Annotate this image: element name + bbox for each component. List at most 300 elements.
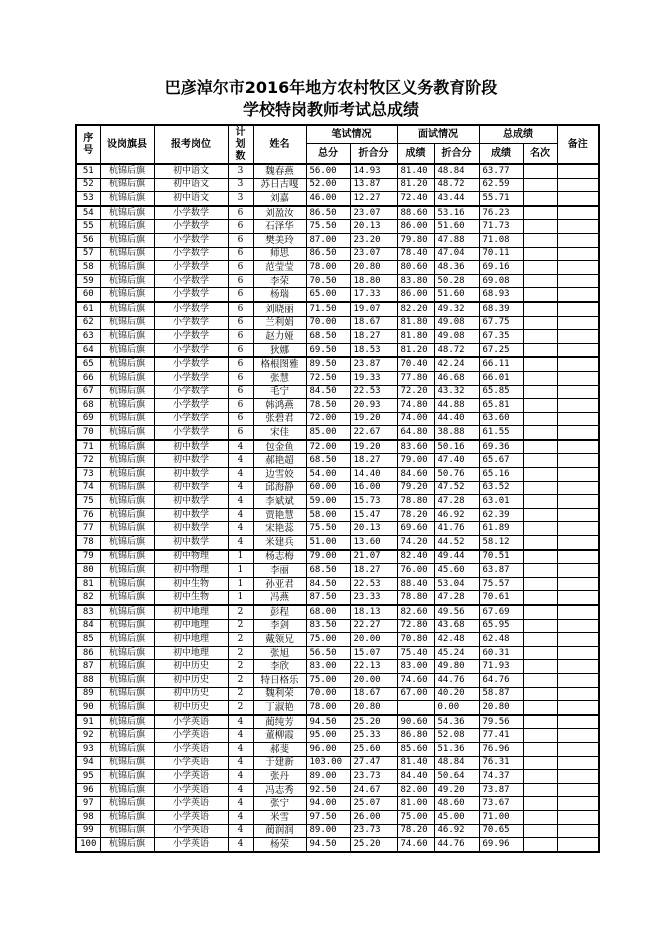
- cell-total-score: 69.36: [479, 440, 523, 454]
- cell-written-conv: 20.13: [350, 522, 397, 536]
- cell-written-total: 69.50: [306, 343, 350, 357]
- cell-post: 小学数学: [154, 288, 228, 302]
- cell-rank: [523, 522, 557, 536]
- table-row: [76, 357, 599, 371]
- cell-plan: 2: [228, 687, 253, 701]
- cell-county: 杭锦后旗: [100, 742, 154, 756]
- cell-interview-score: 82.60: [397, 605, 434, 619]
- cell-interview-conv: 49.08: [434, 316, 479, 330]
- cell-written-total: 84.50: [306, 385, 350, 399]
- cell-rank: [523, 591, 557, 605]
- cell-written-conv: 15.73: [350, 495, 397, 509]
- cell-written-conv: 18.67: [350, 687, 397, 701]
- cell-post: 初中历史: [154, 660, 228, 674]
- cell-total-score: 74.37: [479, 770, 523, 784]
- header-remark: 备注: [557, 125, 599, 164]
- cell-rank: [523, 673, 557, 687]
- cell-remark: [557, 468, 599, 482]
- table-row: [76, 178, 599, 192]
- cell-rank: [523, 577, 557, 591]
- cell-name: 董柳霞: [253, 729, 306, 743]
- cell-seq: 86: [76, 646, 100, 660]
- cell-post: 初中数学: [154, 495, 228, 509]
- cell-interview-score: 88.60: [397, 206, 434, 220]
- cell-rank: [523, 426, 557, 440]
- cell-remark: [557, 385, 599, 399]
- cell-written-conv: 20.13: [350, 220, 397, 234]
- cell-rank: [523, 343, 557, 357]
- cell-remark: [557, 164, 599, 178]
- cell-rank: [523, 838, 557, 852]
- cell-plan: 4: [228, 742, 253, 756]
- cell-plan: 4: [228, 756, 253, 770]
- cell-written-conv: 25.33: [350, 729, 397, 743]
- cell-interview-conv: 48.60: [434, 797, 479, 811]
- cell-rank: [523, 715, 557, 729]
- cell-rank: [523, 550, 557, 564]
- table-row: [76, 454, 599, 468]
- cell-written-total: 58.00: [306, 508, 350, 522]
- cell-seq: 92: [76, 729, 100, 743]
- cell-total-score: 76.31: [479, 756, 523, 770]
- table-row: [76, 564, 599, 578]
- cell-county: 杭锦后旗: [100, 412, 154, 426]
- cell-seq: 90: [76, 701, 100, 715]
- cell-rank: [523, 633, 557, 647]
- cell-rank: [523, 371, 557, 385]
- cell-rank: [523, 412, 557, 426]
- cell-rank: [523, 619, 557, 633]
- document-title-line1: 巴彦淖尔市2016年地方农村牧区义务教育阶段: [164, 78, 498, 97]
- table-row: [76, 783, 599, 797]
- cell-interview-score: 82.20: [397, 302, 434, 316]
- cell-plan: 4: [228, 522, 253, 536]
- cell-written-total: 89.00: [306, 824, 350, 838]
- cell-interview-conv: 48.72: [434, 178, 479, 192]
- cell-remark: [557, 550, 599, 564]
- cell-post: 初中历史: [154, 687, 228, 701]
- table-row: [76, 838, 599, 852]
- table-row: [76, 673, 599, 687]
- cell-total-score: 73.87: [479, 783, 523, 797]
- cell-remark: [557, 522, 599, 536]
- cell-rank: [523, 756, 557, 770]
- cell-post: 小学数学: [154, 206, 228, 220]
- cell-post: 小学英语: [154, 756, 228, 770]
- cell-seq: 60: [76, 288, 100, 302]
- cell-post: 初中历史: [154, 673, 228, 687]
- cell-county: 杭锦后旗: [100, 164, 154, 178]
- table-row: [76, 385, 599, 399]
- cell-remark: [557, 646, 599, 660]
- table-row: [76, 687, 599, 701]
- cell-interview-conv: 51.60: [434, 288, 479, 302]
- table-header: [76, 125, 599, 164]
- cell-remark: [557, 577, 599, 591]
- cell-name: 贾艳慧: [253, 508, 306, 522]
- cell-interview-score: 83.80: [397, 274, 434, 288]
- cell-name: 郝艳超: [253, 454, 306, 468]
- cell-total-score: 69.08: [479, 274, 523, 288]
- cell-interview-conv: 47.88: [434, 233, 479, 247]
- cell-total-score: 75.57: [479, 577, 523, 591]
- table-row: [76, 371, 599, 385]
- table-row: [76, 577, 599, 591]
- table-row: [76, 797, 599, 811]
- cell-name: 刘嘉: [253, 192, 306, 206]
- table-row: [76, 440, 599, 454]
- cell-written-conv: 22.53: [350, 577, 397, 591]
- cell-county: 杭锦后旗: [100, 316, 154, 330]
- cell-written-conv: 13.87: [350, 178, 397, 192]
- cell-name: 格根图雅: [253, 357, 306, 371]
- cell-total-score: 67.25: [479, 343, 523, 357]
- table-row: [76, 550, 599, 564]
- cell-remark: [557, 633, 599, 647]
- cell-post: 初中数学: [154, 536, 228, 550]
- cell-remark: [557, 233, 599, 247]
- cell-plan: 4: [228, 715, 253, 729]
- cell-post: 小学英语: [154, 715, 228, 729]
- cell-plan: 2: [228, 660, 253, 674]
- cell-plan: 6: [228, 426, 253, 440]
- cell-written-total: 94.50: [306, 715, 350, 729]
- cell-total-score: 63.52: [479, 481, 523, 495]
- cell-written-conv: 18.27: [350, 330, 397, 344]
- cell-interview-score: 75.40: [397, 646, 434, 660]
- cell-plan: 6: [228, 357, 253, 371]
- cell-total-score: 67.75: [479, 316, 523, 330]
- cell-remark: [557, 412, 599, 426]
- cell-post: 小学英语: [154, 729, 228, 743]
- cell-seq: 56: [76, 233, 100, 247]
- cell-written-total: 89.50: [306, 357, 350, 371]
- cell-plan: 6: [228, 385, 253, 399]
- cell-plan: 2: [228, 646, 253, 660]
- table-row: [76, 343, 599, 357]
- cell-seq: 69: [76, 412, 100, 426]
- cell-interview-score: 70.40: [397, 357, 434, 371]
- cell-remark: [557, 220, 599, 234]
- cell-rank: [523, 302, 557, 316]
- cell-written-total: 86.50: [306, 247, 350, 261]
- cell-post: 初中物理: [154, 564, 228, 578]
- cell-interview-conv: 49.56: [434, 605, 479, 619]
- cell-rank: [523, 274, 557, 288]
- cell-written-conv: 19.07: [350, 302, 397, 316]
- cell-post: 小学英语: [154, 783, 228, 797]
- cell-rank: [523, 316, 557, 330]
- cell-remark: [557, 715, 599, 729]
- cell-post: 小学数学: [154, 220, 228, 234]
- cell-county: 杭锦后旗: [100, 591, 154, 605]
- cell-interview-score: 74.60: [397, 673, 434, 687]
- cell-plan: 4: [228, 481, 253, 495]
- cell-rank: [523, 178, 557, 192]
- cell-interview-score: 76.00: [397, 564, 434, 578]
- cell-name: 苏日古嘎: [253, 178, 306, 192]
- cell-written-conv: 22.13: [350, 660, 397, 674]
- cell-written-total: 83.00: [306, 660, 350, 674]
- cell-interview-conv: 46.68: [434, 371, 479, 385]
- cell-rank: [523, 687, 557, 701]
- cell-written-conv: 20.93: [350, 399, 397, 413]
- cell-plan: 4: [228, 797, 253, 811]
- cell-post: 初中生物: [154, 591, 228, 605]
- cell-written-total: 68.50: [306, 454, 350, 468]
- cell-remark: [557, 536, 599, 550]
- cell-interview-conv: 46.92: [434, 508, 479, 522]
- cell-written-conv: 26.00: [350, 810, 397, 824]
- cell-seq: 96: [76, 783, 100, 797]
- cell-rank: [523, 261, 557, 275]
- table-row: [76, 468, 599, 482]
- cell-post: 小学数学: [154, 247, 228, 261]
- cell-interview-score: 78.20: [397, 824, 434, 838]
- cell-written-total: 68.50: [306, 564, 350, 578]
- cell-interview-score: 82.00: [397, 783, 434, 797]
- cell-remark: [557, 206, 599, 220]
- cell-total-score: 65.16: [479, 468, 523, 482]
- cell-name: 范莹莹: [253, 261, 306, 275]
- cell-rank: [523, 810, 557, 824]
- cell-interview-conv: 51.36: [434, 742, 479, 756]
- cell-name: 毛宁: [253, 385, 306, 399]
- cell-post: 初中数学: [154, 440, 228, 454]
- cell-written-total: 68.50: [306, 330, 350, 344]
- cell-seq: 72: [76, 454, 100, 468]
- cell-county: 杭锦后旗: [100, 220, 154, 234]
- table-row: [76, 715, 599, 729]
- cell-total-score: 63.77: [479, 164, 523, 178]
- cell-total-score: 63.60: [479, 412, 523, 426]
- cell-name: 石泽华: [253, 220, 306, 234]
- table-row: [76, 233, 599, 247]
- cell-name: 张旭: [253, 646, 306, 660]
- cell-written-conv: 18.53: [350, 343, 397, 357]
- cell-interview-conv: 49.80: [434, 660, 479, 674]
- cell-name: 蔺纯芳: [253, 715, 306, 729]
- cell-total-score: 58.87: [479, 687, 523, 701]
- table-row: [76, 756, 599, 770]
- cell-written-total: 79.00: [306, 550, 350, 564]
- cell-seq: 82: [76, 591, 100, 605]
- cell-name: 张碧君: [253, 412, 306, 426]
- cell-post: 初中数学: [154, 508, 228, 522]
- cell-remark: [557, 330, 599, 344]
- cell-rank: [523, 247, 557, 261]
- cell-post: 初中数学: [154, 481, 228, 495]
- cell-interview-score: 72.40: [397, 192, 434, 206]
- table-row: [76, 247, 599, 261]
- cell-remark: [557, 564, 599, 578]
- cell-post: 小学英语: [154, 810, 228, 824]
- cell-name: 米建兵: [253, 536, 306, 550]
- cell-rank: [523, 399, 557, 413]
- cell-written-total: 71.50: [306, 302, 350, 316]
- cell-seq: 58: [76, 261, 100, 275]
- document-title-line2: 学校特岗教师考试总成绩: [242, 100, 419, 119]
- cell-total-score: 69.96: [479, 838, 523, 852]
- cell-county: 杭锦后旗: [100, 233, 154, 247]
- cell-post: 初中数学: [154, 468, 228, 482]
- cell-county: 杭锦后旗: [100, 371, 154, 385]
- cell-written-total: 60.00: [306, 481, 350, 495]
- cell-seq: 78: [76, 536, 100, 550]
- cell-written-conv: 20.00: [350, 673, 397, 687]
- cell-seq: 95: [76, 770, 100, 784]
- cell-total-score: 61.89: [479, 522, 523, 536]
- cell-plan: 4: [228, 838, 253, 852]
- cell-interview-conv: 50.64: [434, 770, 479, 784]
- cell-rank: [523, 701, 557, 715]
- cell-written-conv: 27.47: [350, 756, 397, 770]
- cell-plan: 6: [228, 302, 253, 316]
- cell-plan: 6: [228, 206, 253, 220]
- cell-interview-conv: 49.32: [434, 302, 479, 316]
- cell-total-score: 67.35: [479, 330, 523, 344]
- cell-seq: 94: [76, 756, 100, 770]
- cell-written-total: 92.50: [306, 783, 350, 797]
- cell-written-total: 52.00: [306, 178, 350, 192]
- header-post: 报考岗位: [154, 125, 228, 164]
- cell-remark: [557, 426, 599, 440]
- cell-county: 杭锦后旗: [100, 399, 154, 413]
- cell-county: 杭锦后旗: [100, 550, 154, 564]
- cell-total-score: 20.80: [479, 701, 523, 715]
- cell-interview-score: 72.80: [397, 619, 434, 633]
- cell-post: 初中物理: [154, 550, 228, 564]
- cell-rank: [523, 288, 557, 302]
- cell-post: 初中数学: [154, 522, 228, 536]
- cell-interview-score: 70.80: [397, 633, 434, 647]
- table-row: [76, 288, 599, 302]
- cell-plan: 4: [228, 495, 253, 509]
- cell-county: 杭锦后旗: [100, 261, 154, 275]
- cell-written-conv: 13.60: [350, 536, 397, 550]
- cell-interview-conv: 43.44: [434, 192, 479, 206]
- header-rank: 名次: [523, 144, 557, 165]
- cell-post: 小学数学: [154, 261, 228, 275]
- cell-seq: 71: [76, 440, 100, 454]
- cell-interview-conv: 47.28: [434, 495, 479, 509]
- cell-written-total: 87.00: [306, 233, 350, 247]
- header-name: 姓名: [253, 125, 306, 164]
- cell-interview-score: 78.40: [397, 247, 434, 261]
- cell-rank: [523, 233, 557, 247]
- cell-seq: 88: [76, 673, 100, 687]
- cell-county: 杭锦后旗: [100, 646, 154, 660]
- cell-total-score: 68.93: [479, 288, 523, 302]
- cell-written-total: 78.50: [306, 399, 350, 413]
- cell-county: 杭锦后旗: [100, 385, 154, 399]
- cell-remark: [557, 810, 599, 824]
- cell-interview-conv: 45.24: [434, 646, 479, 660]
- cell-remark: [557, 756, 599, 770]
- cell-name: 宋艳蕊: [253, 522, 306, 536]
- cell-seq: 54: [76, 206, 100, 220]
- cell-written-total: 96.00: [306, 742, 350, 756]
- cell-interview-conv: 44.40: [434, 412, 479, 426]
- header-interview-conv: 折合分: [434, 144, 479, 165]
- cell-name: 李剑: [253, 619, 306, 633]
- cell-interview-score: 81.40: [397, 164, 434, 178]
- cell-post: 初中生物: [154, 577, 228, 591]
- cell-remark: [557, 247, 599, 261]
- cell-written-conv: 18.67: [350, 316, 397, 330]
- header-written-total: 总分: [306, 144, 350, 165]
- cell-total-score: 76.96: [479, 742, 523, 756]
- cell-name: 狄娜: [253, 343, 306, 357]
- header-plan: 计划数: [228, 125, 253, 164]
- cell-county: 杭锦后旗: [100, 838, 154, 852]
- cell-remark: [557, 591, 599, 605]
- header-total: 总成绩: [479, 125, 557, 144]
- cell-county: 杭锦后旗: [100, 715, 154, 729]
- table-row: [76, 302, 599, 316]
- cell-rank: [523, 206, 557, 220]
- header-county: 设岗旗县: [100, 125, 154, 164]
- cell-plan: 1: [228, 577, 253, 591]
- cell-written-total: 78.00: [306, 261, 350, 275]
- cell-remark: [557, 495, 599, 509]
- cell-rank: [523, 330, 557, 344]
- cell-written-total: 103.00: [306, 756, 350, 770]
- cell-plan: 1: [228, 564, 253, 578]
- table-row: [76, 824, 599, 838]
- cell-plan: 4: [228, 824, 253, 838]
- cell-total-score: 71.08: [479, 233, 523, 247]
- cell-total-score: 66.11: [479, 357, 523, 371]
- cell-written-conv: 20.80: [350, 701, 397, 715]
- cell-written-total: 83.50: [306, 619, 350, 633]
- cell-interview-conv: 47.28: [434, 591, 479, 605]
- cell-name: 李丽: [253, 564, 306, 578]
- cell-written-total: 95.00: [306, 729, 350, 743]
- cell-seq: 81: [76, 577, 100, 591]
- cell-name: 杨荣: [253, 838, 306, 852]
- cell-interview-conv: 45.60: [434, 564, 479, 578]
- cell-name: 宋佳: [253, 426, 306, 440]
- cell-seq: 68: [76, 399, 100, 413]
- cell-total-score: 69.16: [479, 261, 523, 275]
- cell-seq: 57: [76, 247, 100, 261]
- cell-total-score: 63.01: [479, 495, 523, 509]
- cell-written-total: 84.50: [306, 577, 350, 591]
- cell-written-total: 86.50: [306, 206, 350, 220]
- cell-post: 初中数学: [154, 454, 228, 468]
- cell-name: 冯燕: [253, 591, 306, 605]
- cell-remark: [557, 673, 599, 687]
- cell-plan: 4: [228, 468, 253, 482]
- cell-post: 小学数学: [154, 426, 228, 440]
- cell-name: 张宁: [253, 797, 306, 811]
- header-seq: 序号: [76, 125, 100, 164]
- cell-written-total: 72.00: [306, 412, 350, 426]
- cell-county: 杭锦后旗: [100, 288, 154, 302]
- cell-county: 杭锦后旗: [100, 302, 154, 316]
- cell-written-total: 72.00: [306, 440, 350, 454]
- cell-post: 初中历史: [154, 701, 228, 715]
- header-written: 笔试情况: [306, 125, 397, 144]
- cell-written-conv: 20.00: [350, 633, 397, 647]
- cell-interview-conv: 44.52: [434, 536, 479, 550]
- cell-plan: 1: [228, 591, 253, 605]
- cell-name: 刘盈汝: [253, 206, 306, 220]
- cell-name: 兰利娟: [253, 316, 306, 330]
- table-row: [76, 399, 599, 413]
- cell-rank: [523, 797, 557, 811]
